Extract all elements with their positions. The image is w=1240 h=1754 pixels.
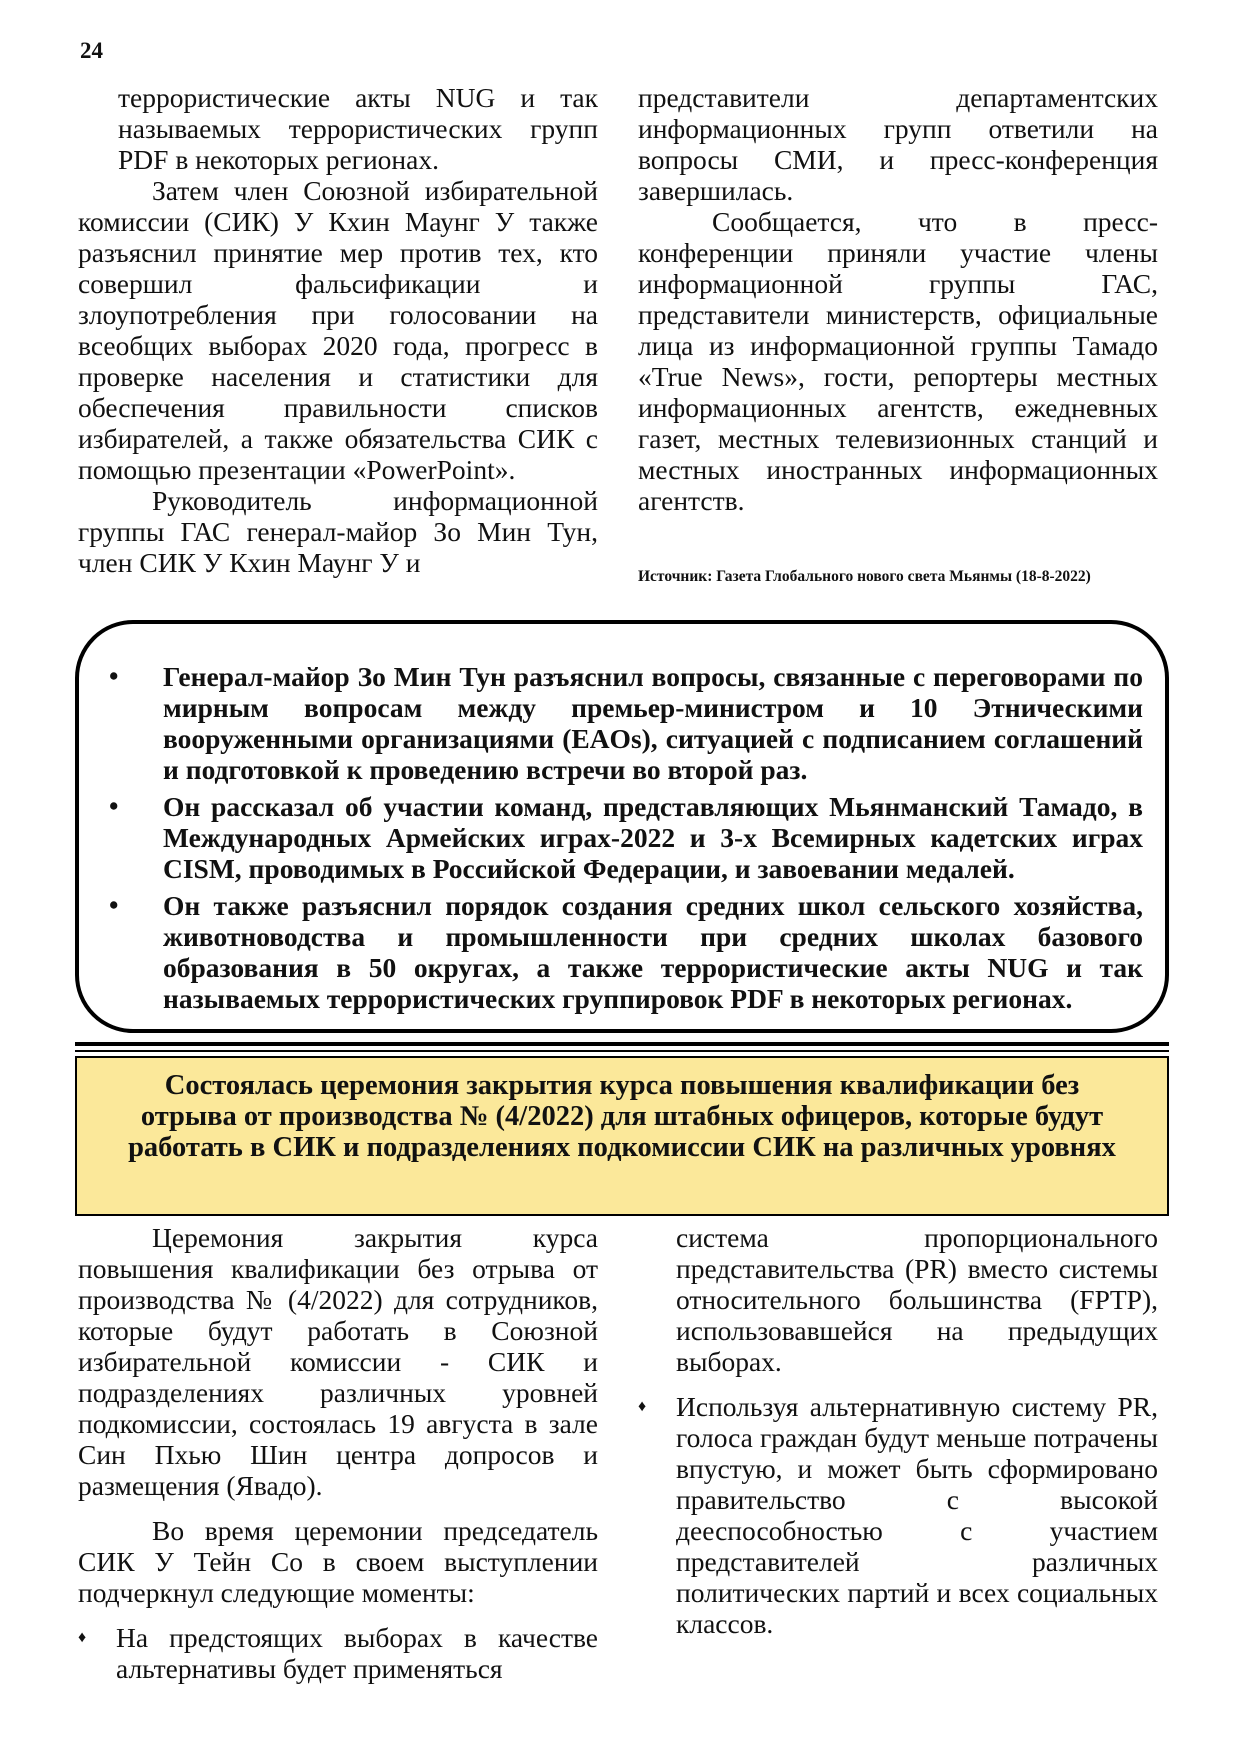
bullet-pr-benefits xyxy=(638,1391,1158,1639)
source-note: Источник: Газета Глобального нового света Мьянмы (18-8-2022) xyxy=(638,568,1091,585)
paragraph-chairman-speech: Во время церемонии председатель СИК У Тейн Со в своем выступлении подчеркнул следующие моменты: xyxy=(78,1515,598,1608)
summary-item-text: Он рассказал об участии команд, представляющих Мьянманский Тамадо, в Международных Армейских играх-2022 и 3-х Всемирных кадетских играх CISM, проводимых в Российской Федерации, и завоевании медалей. xyxy=(163,791,1143,884)
bullet-pr-system-continued: система пропорционального представительства (PR) вместо системы относительного большинства (FPTP), использовавшейся на предыдущих выборах. xyxy=(676,1222,1158,1377)
divider-thin xyxy=(75,1050,1169,1052)
bullet-icon: • xyxy=(109,890,119,920)
bottom-right-column xyxy=(638,1222,1158,1639)
article-headline: Состоялась церемония закрытия курса повышения квалификации без отрыва от производства № (4/2022) для штабных офицеров, которые будут работать в СИК и подразделениях подкомиссии СИК на различных уровнях xyxy=(75,1056,1169,1216)
bullet-pr-system xyxy=(78,1622,598,1684)
top-right-column xyxy=(638,82,1158,516)
paragraph-press-conference-end: представители департаментских информационных групп ответили на вопросы СМИ, и пресс-конференция завершилась. xyxy=(638,82,1158,206)
paragraph-continuation: террористические акты NUG и так называемых террористических групп PDF в некоторых регионах. xyxy=(118,82,598,175)
bottom-left-column xyxy=(78,1222,598,1684)
divider-thick xyxy=(75,1042,1169,1046)
summary-box xyxy=(75,620,1169,1033)
summary-item xyxy=(103,661,1143,785)
paragraph-cik-member: Затем член Союзной избирательной комиссии (СИК) У Кхин Маунг У также разъяснил принятие мер против тех, кто совершил фальсификации и злоупотребления при голосовании на всеобщих выборах 2020 года, прогресс в проверке населения и статистики для обеспечения правильности списков избирателей, а также обязательства СИК с помощью презентации «PowerPoint». xyxy=(78,175,598,485)
bullet-text: На предстоящих выборах в качестве альтернативы будет применяться xyxy=(116,1622,598,1684)
top-left-column xyxy=(78,82,598,578)
summary-item xyxy=(103,890,1143,1014)
paragraph-head-info-group: Руководитель информационной группы ГАС генерал-майор Зо Мин Тун, член СИК У Кхин Маунг У и xyxy=(78,485,598,578)
summary-item-text: Генерал-майор Зо Мин Тун разъяснил вопросы, связанные с переговорами по мирным вопросам между премьер-министром и 10 Этническими вооруженными организациями (EAOs), ситуацией с подписанием соглашений и подготовкой к проведению встречи во второй раз. xyxy=(163,661,1143,785)
paragraph-ceremony: Церемония закрытия курса повышения квалификации без отрыва от производства № (4/2022) для сотрудников, которые будут работать в Союзной избирательной комиссии - СИК и подразделениях различных уровней подкомиссии, состоялась 19 августа в зале Син Пхью Шин центра допросов и размещения (Явадо). xyxy=(78,1222,598,1501)
bullet-icon: • xyxy=(109,791,119,821)
summary-item-text: Он также разъяснил порядок создания средних школ сельского хозяйства, животноводства и промышленности при средних школах базового образования в 50 округах, а также террористические акты NUG и так называемых террористических группировок PDF в некоторых регионах. xyxy=(163,890,1143,1014)
diamond-bullet-icon: ♦ xyxy=(638,1398,647,1415)
page-number: 24 xyxy=(80,38,103,63)
paragraph-participants: Сообщается, что в пресс-конференции приняли участие члены информационной группы ГАС, представители министерств, официальные лица из информационной группы Тамадо «True News», гости, репортеры местных информационных агентств, ежедневных газет, местных телевизионных станций и местных иностранных информационных агентств. xyxy=(638,206,1158,516)
bullet-icon: • xyxy=(109,661,119,691)
diamond-bullet-icon: ♦ xyxy=(78,1629,87,1646)
summary-list xyxy=(103,661,1143,1020)
summary-item xyxy=(103,791,1143,884)
bullet-text: Используя альтернативную систему PR, голоса граждан будут меньше потрачены впустую, и может быть сформировано правительство с высокой дееспособностью с участием представителей различных политических партий и всех социальных классов. xyxy=(676,1391,1158,1639)
